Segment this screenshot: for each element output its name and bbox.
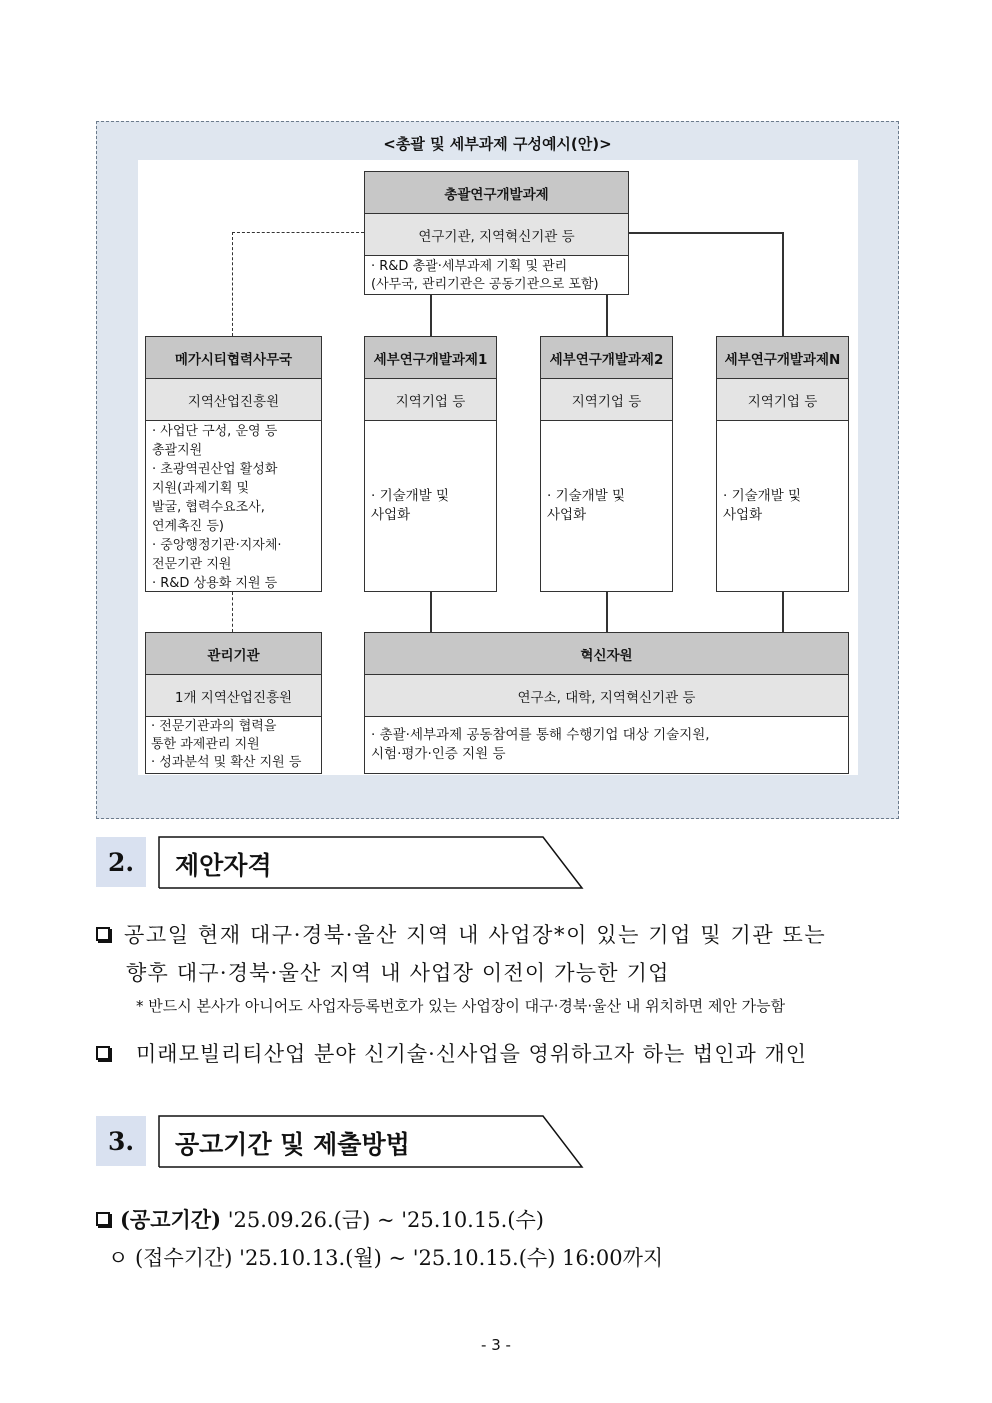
section3-title: 공고기간 및 제출방법 xyxy=(175,1130,410,1159)
checkbox-bullet-icon xyxy=(96,1046,110,1060)
section2-number: 2. xyxy=(96,837,146,887)
connector-dn-innov xyxy=(782,592,784,632)
box-detail-project-2 xyxy=(540,336,673,592)
connector-d1-innov xyxy=(430,592,432,632)
detail2-sub: 지역기업 등 xyxy=(541,379,672,421)
section2-title: 제안자격 xyxy=(175,851,272,880)
detailn-sub: 지역기업 등 xyxy=(717,379,848,421)
org-diagram xyxy=(138,160,858,775)
manage-sub: 1개 지역산업진흥원 xyxy=(146,675,321,717)
section3-item2: ㅇ (접수기간) '25.10.13.(월) ~ '25.10.15.(수) 16:00까지 xyxy=(108,1246,664,1270)
section3-number: 3. xyxy=(96,1116,146,1166)
detail2-body: · 기술개발 및 사업화 xyxy=(547,488,626,523)
lead-project-body: · R&D 총괄·세부과제 기획 및 관리 (사무국, 관리기관은 공동기관으로 포함) xyxy=(371,259,599,292)
box-detail-project-1 xyxy=(364,336,497,592)
lead-project-header: 총괄연구개발과제 xyxy=(365,172,628,214)
box-management-agency xyxy=(145,632,322,774)
detailn-body: · 기술개발 및 사업화 xyxy=(723,488,802,523)
section2-item1-line2: 향후 대구·경북·울산 지역 내 사업장 이전이 가능한 기업 xyxy=(126,961,670,985)
detailn-header: 세부연구개발과제N xyxy=(717,337,848,379)
connector-top-mega-v xyxy=(232,232,233,336)
detail1-sub: 지역기업 등 xyxy=(365,379,496,421)
page-number: - 3 - xyxy=(481,1336,511,1354)
section2-item2: 미래모빌리티산업 분야 신기술·신사업을 영위하고자 하는 법인과 개인 xyxy=(96,1038,807,1068)
lead-project-sub: 연구기관, 지역혁신기관 등 xyxy=(365,214,628,256)
checkbox-bullet-icon xyxy=(96,1212,110,1226)
connector-top-n-h xyxy=(628,232,783,234)
manage-body: · 전문기관과의 협력을 통한 과제관리 지원 · 성과분석 및 확산 지원 등 xyxy=(151,719,302,770)
connector-top-d1 xyxy=(430,295,432,336)
box-detail-project-n xyxy=(716,336,849,592)
box-lead-project xyxy=(364,171,629,295)
connector-top-n-v xyxy=(782,232,784,336)
section2-item1-line1: 공고일 현재 대구·경북·울산 지역 내 사업장*이 있는 기업 및 기관 또는 xyxy=(96,919,826,949)
megacity-header: 메가시티협력사무국 xyxy=(146,337,321,379)
checkbox-bullet-icon xyxy=(96,927,110,941)
section2-note: * 반드시 본사가 아니어도 사업자등록번호가 있는 사업장이 대구·경북·울산 내 위치하면 제안 가능함 xyxy=(136,997,786,1015)
box-megacity-office xyxy=(145,336,322,592)
innov-sub: 연구소, 대학, 지역혁신기관 등 xyxy=(365,675,848,717)
section3-item1: (공고기간) '25.09.26.(금) ~ '25.10.15.(수) xyxy=(96,1204,544,1234)
megacity-body: · 사업단 구성, 운영 등 총괄지원 · 초광역권산업 활성화 지원(과제기획 및 발굴, 협력수요조사, 연계촉진 등) · 중앙행정기관·지자체· 전문기관 지원 · R&D 상용화 지원 등 xyxy=(152,424,282,591)
connector-top-d2 xyxy=(606,295,608,336)
innov-header: 혁신자원 xyxy=(365,633,848,675)
detail1-body: · 기술개발 및 사업화 xyxy=(371,488,450,523)
manage-header: 관리기관 xyxy=(146,633,321,675)
connector-mega-manage xyxy=(232,592,233,632)
connector-d2-innov xyxy=(606,592,608,632)
box-innovation-resources xyxy=(364,632,849,774)
detail1-header: 세부연구개발과제1 xyxy=(365,337,496,379)
diagram-title: <총괄 및 세부과제 구성예시(안)> xyxy=(383,135,612,153)
innov-body: · 총괄·세부과제 공동참여를 통해 수행기업 대상 기술지원, 시험·평가·인증 지원 등 xyxy=(371,727,710,762)
detail2-header: 세부연구개발과제2 xyxy=(541,337,672,379)
connector-top-mega-h xyxy=(232,232,364,233)
megacity-sub: 지역산업진흥원 xyxy=(146,379,321,421)
